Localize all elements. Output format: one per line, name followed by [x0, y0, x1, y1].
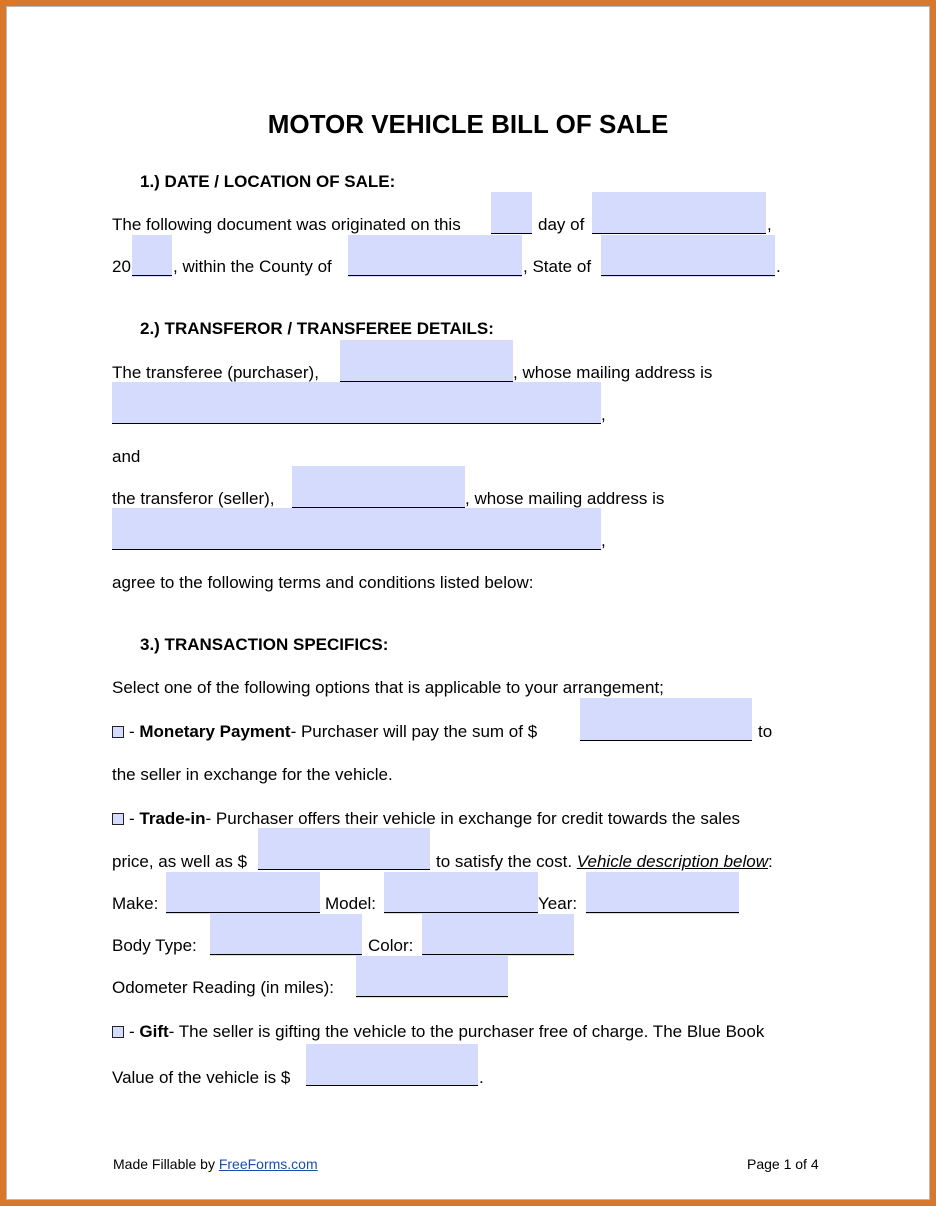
sale-date-text: The following document was originated on this — [112, 215, 461, 234]
transferee-address-text: , whose mailing address is — [513, 363, 713, 382]
transferor-address-field[interactable] — [112, 508, 601, 550]
county-underline — [348, 275, 522, 276]
make-field[interactable] — [166, 872, 320, 914]
make-label: Make: — [112, 894, 159, 913]
vehicle-description-note: Vehicle description below — [576, 852, 768, 871]
odometer-field[interactable] — [356, 956, 508, 998]
period: . — [479, 1068, 484, 1087]
period: . — [776, 257, 781, 276]
year-label: Year: — [538, 894, 578, 913]
state-underline — [601, 275, 775, 276]
transferee-address-field[interactable] — [112, 382, 601, 424]
transferor-name-field[interactable] — [292, 466, 465, 508]
footer-credit: Made Fillable by FreeForms.com — [113, 1156, 318, 1172]
vehicle-year-underline — [586, 912, 739, 913]
monetary-to: to — [758, 722, 773, 741]
tradein-amount-underline — [258, 869, 430, 870]
agree-text: agree to the following terms and conditions listed below: — [112, 573, 534, 592]
transferee-address-underline — [112, 423, 601, 424]
odometer-underline — [356, 996, 508, 997]
county-text: , within the County of — [173, 257, 332, 276]
transferee-name-field[interactable] — [340, 340, 513, 382]
monetary-option: - Monetary Payment- Purchaser will pay the sum of $ — [112, 722, 537, 742]
tradein-label: Trade-in — [139, 809, 206, 828]
comma: , — [601, 405, 606, 424]
monetary-label: Monetary Payment — [139, 722, 291, 741]
month-underline — [592, 233, 766, 234]
page-title: MOTOR VEHICLE BILL OF SALE — [267, 109, 669, 139]
year-underline — [132, 275, 172, 276]
tradein-price-text: price, as well as $ — [112, 852, 248, 871]
blue-book-value-field[interactable] — [306, 1044, 478, 1086]
transferee-text: The transferee (purchaser), — [112, 363, 319, 382]
tradein-amount-field[interactable] — [258, 828, 430, 870]
monetary-text-2: the seller in exchange for the vehicle. — [112, 765, 393, 784]
year-prefix: 20 — [112, 257, 131, 276]
day-underline — [491, 233, 532, 234]
comma: , — [601, 531, 606, 550]
model-label: Model: — [325, 894, 377, 913]
model-underline — [384, 912, 538, 913]
section-3-heading: 3.) TRANSACTION SPECIFICS: — [140, 635, 389, 654]
monetary-text: - Purchaser will pay the sum of $ — [290, 722, 538, 741]
section-1-heading: 1.) DATE / LOCATION OF SALE: — [140, 172, 396, 191]
gift-value-text: Value of the vehicle is $ — [112, 1068, 291, 1087]
year-field[interactable] — [132, 235, 172, 277]
options-intro: Select one of the following options that is applicable to your arrangement; — [112, 678, 664, 697]
tradein-text: - Purchaser offers their vehicle in exchange for credit towards the sales — [205, 809, 741, 828]
payment-amount-underline — [580, 740, 752, 741]
day-of-text: day of — [538, 215, 585, 234]
month-field[interactable] — [592, 192, 766, 234]
body-type-field[interactable] — [210, 914, 362, 956]
gift-checkbox[interactable] — [112, 1026, 124, 1038]
transferor-address-text: , whose mailing address is — [465, 489, 665, 508]
body-type-underline — [210, 954, 362, 955]
transferor-text: the transferor (seller), — [112, 489, 275, 508]
state-field[interactable] — [601, 235, 775, 277]
state-text: , State of — [523, 257, 592, 276]
tradein-checkbox[interactable] — [112, 813, 124, 825]
body-type-label: Body Type: — [112, 936, 197, 955]
blue-book-value-underline — [306, 1085, 478, 1086]
county-field[interactable] — [348, 235, 522, 277]
make-underline — [166, 912, 320, 913]
tradein-cost-text: to satisfy the cost. Vehicle description below: — [436, 852, 773, 871]
payment-amount-field[interactable] — [580, 698, 752, 740]
day-field[interactable] — [491, 192, 532, 234]
page-number: Page 1 of 4 — [747, 1156, 819, 1172]
model-field[interactable] — [384, 872, 538, 914]
freeforms-link[interactable]: FreeForms.com — [218, 1156, 318, 1172]
gift-text: - The seller is gifting the vehicle to the purchaser free of charge. The Blue Book — [168, 1022, 765, 1041]
gift-option: - Gift- The seller is gifting the vehicle to the purchaser free of charge. The Blue Book — [112, 1022, 764, 1042]
transferor-address-underline — [112, 549, 601, 550]
odometer-label: Odometer Reading (in miles): — [112, 978, 335, 997]
comma: , — [767, 215, 772, 234]
vehicle-year-field[interactable] — [586, 872, 739, 914]
and-text: and — [112, 447, 141, 466]
section-2-heading: 2.) TRANSFEROR / TRANSFEREE DETAILS: — [140, 319, 494, 338]
color-label: Color: — [368, 936, 414, 955]
color-field[interactable] — [422, 914, 574, 956]
color-underline — [422, 954, 574, 955]
gift-label: Gift — [139, 1022, 169, 1041]
tradein-option: - Trade-in- Purchaser offers their vehicle in exchange for credit towards the sales — [112, 809, 740, 829]
monetary-checkbox[interactable] — [112, 726, 124, 738]
